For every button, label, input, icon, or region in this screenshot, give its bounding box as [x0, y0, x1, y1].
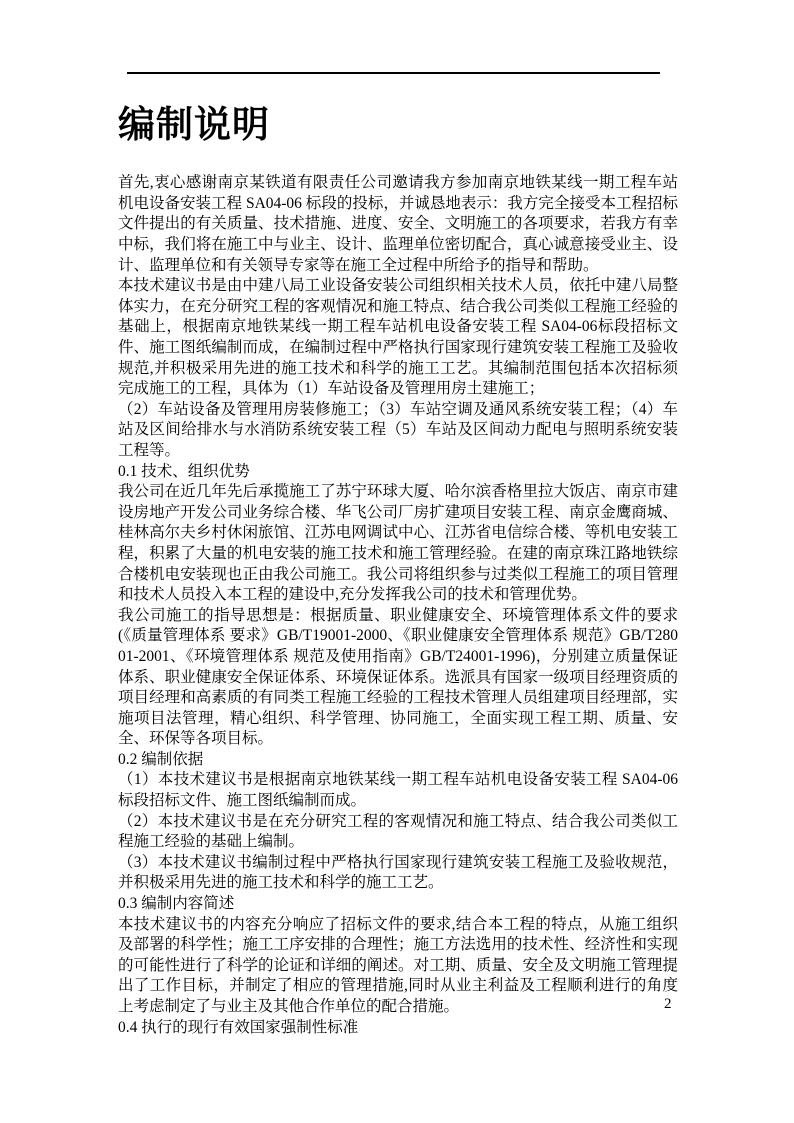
paragraph-intro: 首先,衷心感谢南京某铁道有限责任公司邀请我方参加南京地铁某线一期工程车站机电设备安装工程 SA04-06 标段的投标，并诚恳地表示：我方完全接受本工程招标文件提出的有关质量、技术措施、进度、安全、文明施工的各项要求，若我方有幸中标，我们将在施工中与业主、设计、监理单位密切配合，真心诚意接受业主、设计、监理单位和有关领导专家等在施工全过程中所给予的指导和帮助。 [118, 174, 678, 274]
page-header-rule [127, 72, 660, 74]
page-number: 2 [664, 996, 672, 1012]
paragraph-basis-item-3: （3）本技术建议书编制过程中严格执行国家现行建筑安装工程施工及验收规范，并积极采用先进的施工技术和科学的施工工艺。 [118, 853, 678, 892]
paragraph-basis-item-1: （1）本技术建议书是根据南京地铁某线一期工程车站机电设备安装工程 SA04-06 标段招标文件、施工图纸编制而成。 [118, 771, 678, 810]
paragraph-company-experience: 我公司在近几年先后承揽施工了苏宁环球大厦、哈尔滨香格里拉大饭店、南京市建设房地产开发公司业务综合楼、华飞公司厂房扩建项目安装工程、南京金鹰商城、桂林高尔夫乡村休闲旅馆、江苏电网调试中心、江苏省电信综合楼、等机电安装工程，积累了大量的机电安装的施工技术和施工管理经验。在建的南京珠江路地铁综合楼机电安装现也正由我公司施工。我公司将组织参与过类似工程施工的项目管理和技术人员投入本工程的建设中,充分发挥我公司的技术和管理优势。 [118, 483, 678, 604]
section-heading-0-2: 0.2 编制依据 [118, 750, 204, 768]
section-heading-0-4: 0.4 执行的现行有效国家强制性标准 [118, 1018, 359, 1036]
paragraph-guiding-principles: 我公司施工的指导思想是：根据质量、职业健康安全、环境管理体系文件的要求(《质量管理体系 要求》GB/T19001-2000、《职业健康安全管理体系 规范》GB/T28001-2001、《环境管理体系 规范及使用指南》GB/T24001-1996)，分别建立质量保证体系、职业健康安全保证体系、环境保证体系。选派具有国家一级项目经理资质的项目经理和高素质的有同类工程施工经验的工程技术管理人员组建项目经理部，实施项目法管理，精心组织、科学管理、协同施工，全面实现工程工期、质量、安全、环保等各项目标。 [118, 606, 678, 748]
document-body [118, 103, 678, 1038]
section-heading-0-1: 0.1 技术、组织优势 [118, 462, 250, 480]
page-title: 编制说明 [118, 105, 270, 146]
paragraph-proposal-origin: 本技术建议书是由中建八局工业设备安装公司组织相关技术人员，依托中建八局整体实力，在充分研究工程的客观情况和施工特点、结合我公司类似工程施工经验的基础上，根据南京地铁某线一期工程车站机电设备安装工程 SA04-06标段招标文件、施工图纸编制而成，在编制过程中严格执行国家现行建筑安装工程施工及验收规范,并积极采用先进的施工技术和科学的施工工艺。其编制范围包括本次招标须完成施工的工程，具体为（1）车站设备及管理用房土建施工； [118, 277, 678, 398]
paragraph-content-summary: 本技术建议书的内容充分响应了招标文件的要求,结合本工程的特点，从施工组织及部署的科学性；施工工序安排的合理性；施工方法选用的技术性、经济性和实现的可能性进行了科学的论证和详细的阐述。对工期、质量、安全及文明施工管理提出了工作目标，并制定了相应的管理措施,同时从业主利益及工程顺利进行的角度上考虑制定了与业主及其他合作单位的配合措施。 [118, 915, 678, 1015]
paragraph-scope-items: （2）车站设备及管理用房装修施工；（3）车站空调及通风系统安装工程；（4）车站及区间给排水与水消防系统安装工程（5）车站及区间动力配电与照明系统安装工程等。 [118, 400, 678, 459]
paragraph-basis-item-2: （2）本技术建议书是在充分研究工程的客观情况和施工特点、结合我公司类似工程施工经验的基础上编制。 [118, 812, 678, 851]
section-heading-0-3: 0.3 编制内容简述 [118, 895, 235, 913]
